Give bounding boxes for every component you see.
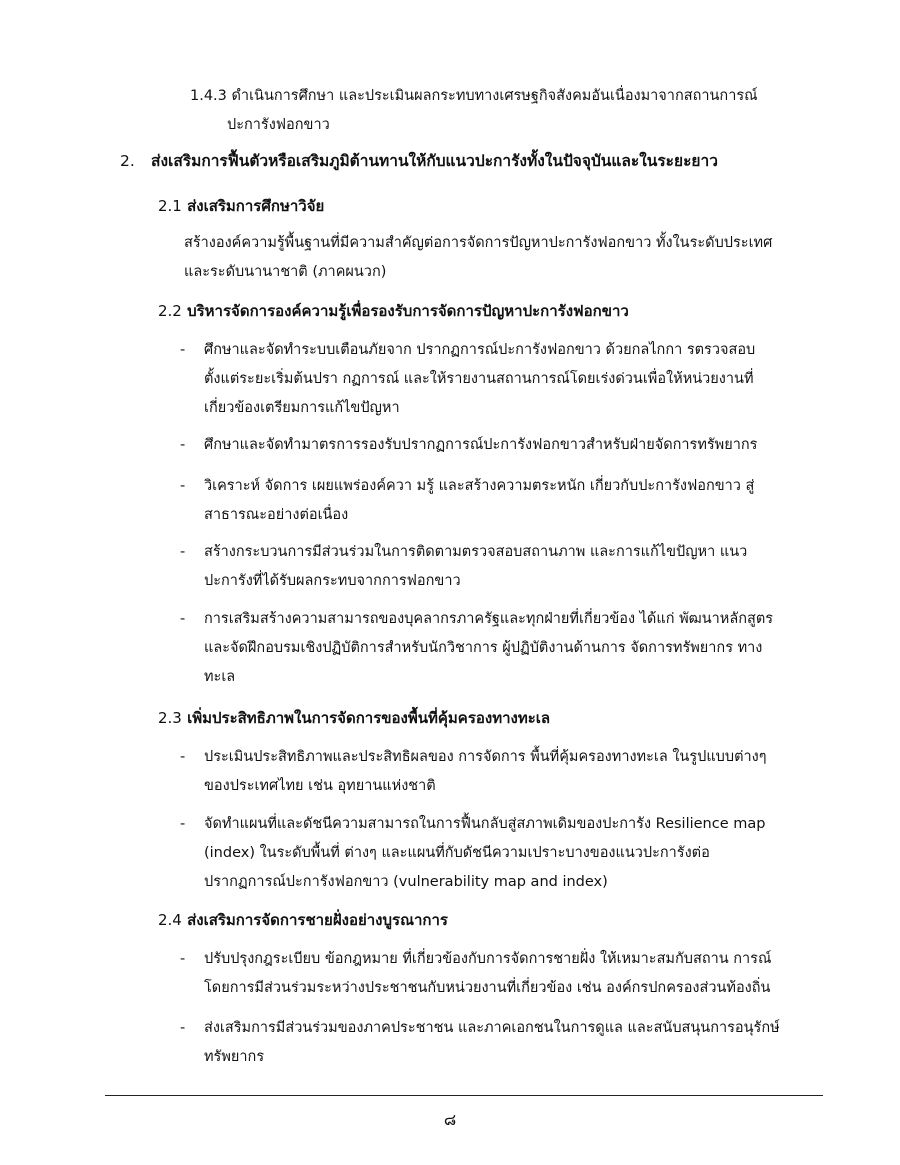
bullet-dash: -	[180, 816, 186, 832]
list-item-line: โดยการมีส่วนร่วมระหว่างประชาชนกับหน่วยงานที่เกี่ยวข้อง เช่น องค์กรปกครองส่วนท้องถิ่น	[204, 980, 771, 996]
section-2-4-heading	[158, 905, 448, 935]
section-title: เพิ่มประสิทธิภาพในการจัดการของพื้นที่คุ้มครองทางทะเล	[187, 709, 551, 727]
bullet-dash: -	[180, 1020, 186, 1036]
bullet-dash: -	[180, 342, 186, 358]
list-item-line: ทะเล	[204, 669, 236, 685]
bullet-dash: -	[180, 544, 186, 560]
page-number: ๘	[443, 1110, 457, 1129]
section-number: 2.4	[158, 911, 182, 929]
section-number: 2.	[120, 152, 135, 170]
list-item-line: และจัดฝึกอบรมเชิงปฏิบัติการสำหรับนักวิชาการ ผู้ปฏิบัติงานด้านการ จัดการทรัพยากร ทาง	[204, 640, 763, 656]
list-item	[180, 743, 820, 801]
list-item	[180, 336, 820, 423]
list-item-line: ปรับปรุงกฎระเบียบ ข้อกฎหมาย ที่เกี่ยวข้องกับการจัดการชายฝั่ง ให้เหมาะสมกับสถาน การณ์	[204, 951, 772, 967]
paragraph-line: สร้างองค์ความรู้พื้นฐานที่มีความสำคัญต่อการจัดการปัญหาปะการังฟอกขาว ทั้งในระดับประเทศ	[184, 235, 773, 251]
list-item-line: ศึกษาและจัดทำระบบเตือนภัยจาก ปรากฏการณ์ปะการังฟอกขาว ด้วยกลไกกา รตรวจสอบ	[204, 342, 756, 358]
list-item	[180, 945, 820, 1003]
list-item	[180, 431, 820, 460]
bullet-dash: -	[180, 749, 186, 765]
section-number: 2.1	[158, 197, 182, 215]
list-item-line: ของประเทศไทย เช่น อุทยานแห่งชาติ	[204, 778, 436, 794]
bullet-dash: -	[180, 478, 186, 494]
section-number: 2.2	[158, 302, 182, 320]
list-item-line: วิเคราะห์ จัดการ เผยแพร่องค์ควา มรู้ และสร้างความตระหนัก เกี่ยวกับปะการังฟอกขาว สู่	[204, 478, 755, 494]
section-title: ส่งเสริมการจัดการชายฝั่งอย่างบูรณาการ	[187, 911, 448, 929]
list-item	[180, 1014, 820, 1072]
list-item	[180, 605, 820, 692]
section-number: 2.3	[158, 709, 182, 727]
list-item	[180, 810, 820, 897]
list-item-line: ส่งเสริมการมีส่วนร่วมของภาคประชาชน และภาคเอกชนในการดูแล และสนับสนุนการอนุรักษ์	[204, 1020, 780, 1036]
subsection-text-line: ดำเนินการศึกษา และประเมินผลกระทบทางเศรษฐกิจสังคมอันเนื่องมาจากสถานการณ์	[231, 88, 758, 104]
list-item-line: ประเมินประสิทธิภาพและประสิทธิผลของ การจัดการ พื้นที่คุ้มครองทางทะเล ในรูปแบบต่างๆ	[204, 749, 767, 765]
list-item-line: สาธารณะอย่างต่อเนื่อง	[204, 507, 349, 523]
subsection-text-line: ปะการังฟอกขาว	[227, 117, 330, 133]
list-item-line: จัดทำแผนที่และดัชนีความสามารถในการฟื้นกลับสู่สภาพเดิมของปะการัง Resilience map	[204, 816, 766, 832]
section-2-3-heading	[158, 703, 550, 733]
bullet-dash: -	[180, 951, 186, 967]
list-item	[180, 538, 820, 596]
bullet-dash: -	[180, 611, 186, 627]
section-title: บริหารจัดการองค์ความรู้เพื่อรองรับการจัดการปัญหาปะการังฟอกขาว	[187, 302, 629, 320]
list-item-line: ศึกษาและจัดทำมาตรการรองรับปรากฏการณ์ปะการังฟอกขาวสำหรับฝ่ายจัดการทรัพยากร	[204, 437, 758, 453]
section-title: ส่งเสริมการฟื้นตัวหรือเสริมภูมิต้านทานให้กับแนวปะการังทั้งในปัจจุบันและในระยะยาว	[151, 152, 718, 170]
list-item-line: ตั้งแต่ระยะเริ่มต้นปรา กฏการณ์ และให้รายงานสถานการณ์โดยเร่งด่วนเพื่อให้หน่วยงานที่	[204, 371, 754, 387]
list-item-line: การเสริมสร้างความสามารถของบุคลากรภาครัฐและทุกฝ่ายที่เกี่ยวข้อง ได้แก่ พัฒนาหลักสูตร	[204, 611, 774, 627]
list-item-line: (index) ในระดับพื้นที่ ต่างๆ และแผนที่กับดัชนีความเปราะบางของแนวปะการังต่อ	[204, 845, 710, 861]
list-item	[180, 472, 820, 530]
list-item-line: ปรากฏการณ์ปะการังฟอกขาว (vulnerability map and index)	[204, 874, 608, 890]
list-item-line: ปะการังที่ได้รับผลกระทบจากการฟอกขาว	[204, 573, 461, 589]
section-2-1-heading	[158, 191, 324, 221]
section-2-2-heading	[158, 296, 629, 326]
list-item-line: เกี่ยวข้องเตรียมการแก้ไขปัญหา	[204, 400, 400, 416]
list-item-line: ทรัพยากร	[204, 1049, 265, 1065]
section-2-heading	[120, 146, 840, 176]
footer-rule	[105, 1095, 823, 1096]
section-title: ส่งเสริมการศึกษาวิจัย	[187, 197, 325, 215]
list-item-line: สร้างกระบวนการมีส่วนร่วมในการติดตามตรวจสอบสถานภาพ และการแก้ไขปัญหา แนว	[204, 544, 748, 560]
paragraph-line: และระดับนานาชาติ (ภาคผนวก)	[184, 264, 387, 280]
subsection-number: 1.4.3	[190, 88, 227, 104]
section-2-1-paragraph	[184, 229, 824, 287]
subsection-1-4-3	[190, 82, 830, 140]
bullet-dash: -	[180, 437, 186, 453]
